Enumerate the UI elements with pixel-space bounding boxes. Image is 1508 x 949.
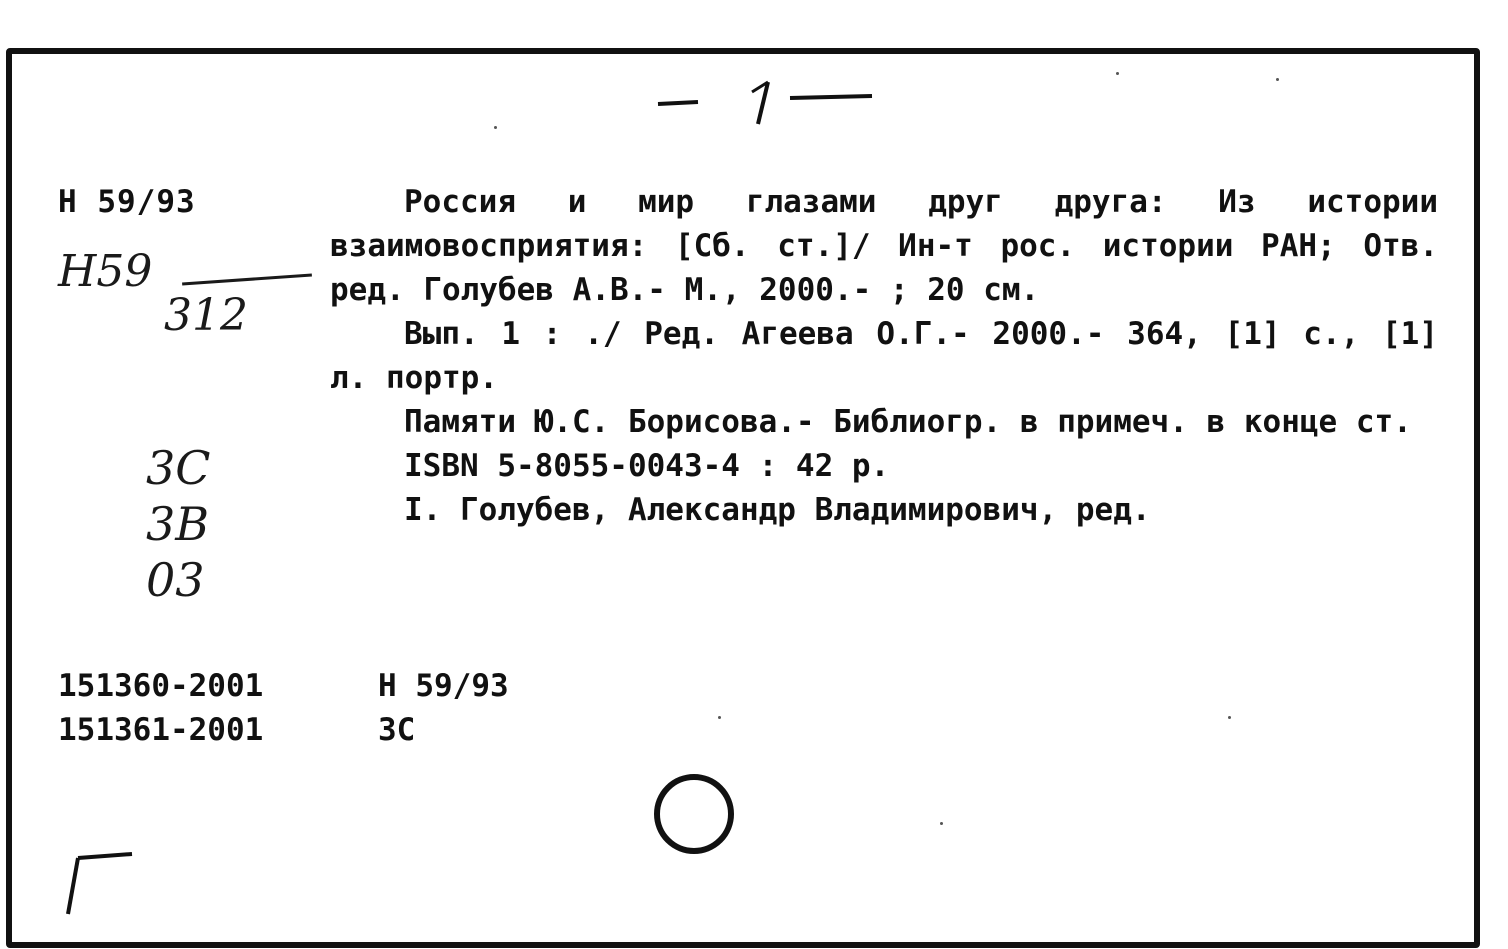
paper-speck [1276,78,1279,81]
page-number-mark [640,68,880,128]
inventory-location: 3С [378,712,416,748]
isbn-paragraph: ISBN 5-8055-0043-4 : 42 р. [404,448,890,484]
shelf-mark: Н 59/93 [58,184,196,220]
corner-tick-mark [58,846,148,926]
handwritten-codes [146,440,210,608]
title-paragraph: Россия и мир глазами друг друга: Из истории взаимовосприятия: [Сб. ст.]/ Ин-т рос. истории РАН; Отв. ред. Голубев А.В.- М., 2000.- ; 20 см. [330,184,1438,308]
inventory-list [58,664,509,752]
handwritten-shelf-mark [58,246,248,341]
note-paragraph: Памяти Ю.С. Борисова.- Библиогр. в примеч. в конце ст. [404,404,1412,440]
inventory-number: 151361-2001 [58,712,264,748]
issue-paragraph: Вып. 1 : ./ Ред. Агеева О.Г.- 2000.- 364, [1] с., [1] л. портр. [330,316,1438,396]
handwritten-shelf-denominator: 312 [164,290,248,341]
paper-speck [1116,72,1119,75]
bibliographic-description [330,180,1438,532]
inventory-number: 151360-2001 [58,668,264,704]
handwritten-code: 3В [146,497,210,551]
handwritten-shelf-numerator: Н59 [58,246,153,297]
handwritten-code: 3С [146,441,211,495]
editor-paragraph: I. Голубев, Александр Владимирович, ред. [404,492,1151,528]
paper-speck [718,716,721,719]
inventory-location: Н 59/93 [378,668,509,704]
paper-speck [940,822,943,825]
handwritten-code: 03 [146,553,205,607]
paper-speck [494,126,497,129]
paper-speck [1228,716,1231,719]
inventory-row [58,664,509,708]
inventory-row [58,708,509,752]
punch-hole-ring [654,774,734,854]
